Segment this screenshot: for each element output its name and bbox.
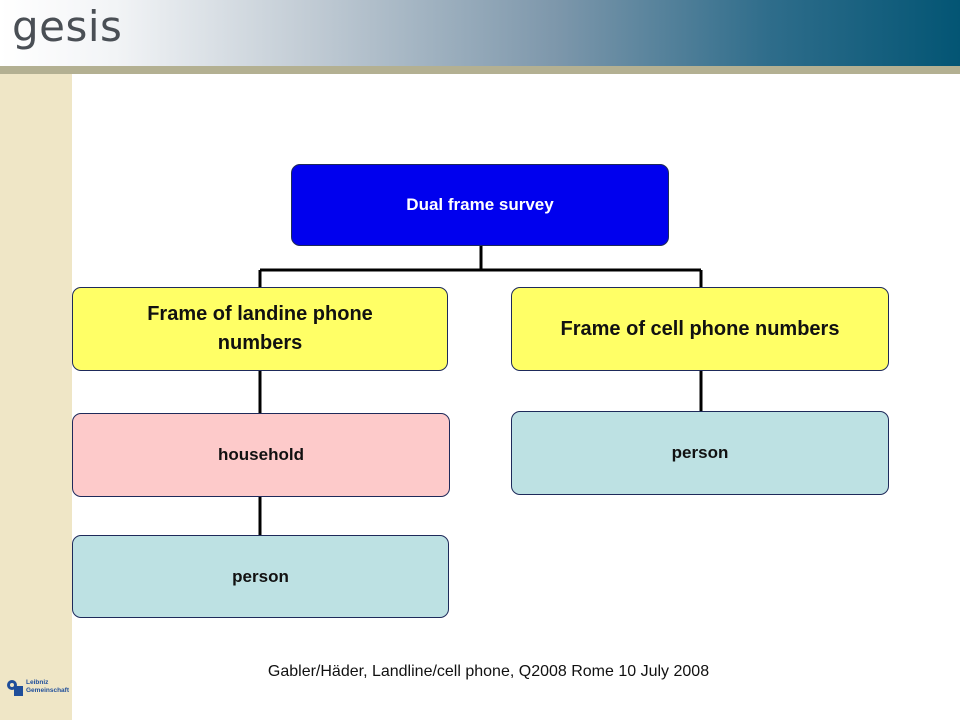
- leibniz-line-2: Gemeinschaft: [26, 687, 69, 694]
- cell-frame-label: Frame of cell phone numbers: [560, 317, 840, 340]
- cell-frame-node: [511, 287, 889, 371]
- footer-text: Gabler/Häder, Landline/cell phone, Q2008 Rome 10 July 2008: [267, 663, 710, 680]
- gesis-logo: gesis: [12, 2, 123, 51]
- person-household-label: person: [232, 566, 289, 586]
- household-label: household: [218, 445, 304, 464]
- landline-frame-node: [72, 287, 448, 371]
- leibniz-line-1: Leibniz: [26, 679, 49, 686]
- dual-frame-survey-node: [291, 164, 669, 246]
- person-cell-node: [511, 411, 889, 495]
- landline-frame-label: Frame of landine phone numbers: [147, 303, 373, 354]
- footer-citation: [0, 663, 960, 681]
- dual-frame-survey-label: Dual frame survey: [406, 195, 554, 214]
- person-cell-label: person: [671, 443, 729, 462]
- person-household-node: [72, 535, 449, 618]
- household-node: [72, 413, 450, 497]
